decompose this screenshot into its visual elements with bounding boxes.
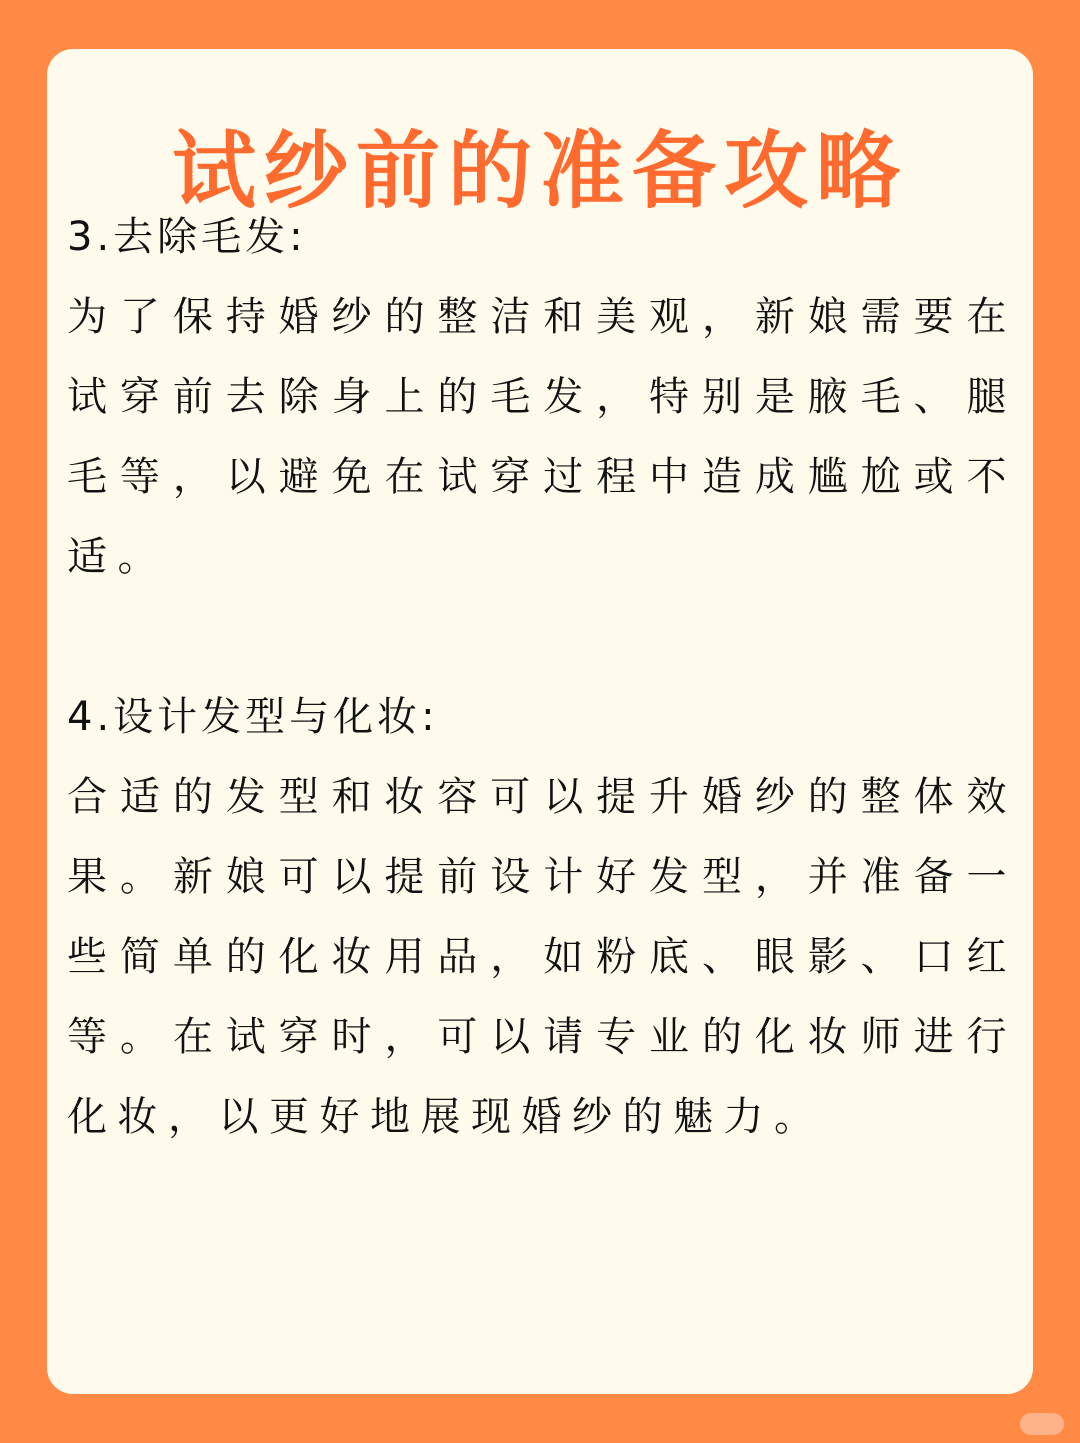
page-title: 试纱前的准备攻略 <box>171 122 908 220</box>
content-card <box>47 49 1033 1394</box>
article-body <box>67 197 1017 1157</box>
section-hair-removal <box>67 197 1017 597</box>
watermark-badge <box>1020 1413 1064 1435</box>
section-heading: 4.设计发型与化妆: <box>67 694 439 740</box>
section-paragraph: 合适的发型和妆容可以提升婚纱的整体效果。新娘可以提前设计好发型，并准备一些简单的化妆用品，如粉底、眼影、口红等。在试穿时，可以请专业的化妆师进行化妆，以更好地展现婚纱的魅力。 <box>67 774 1017 1140</box>
section-heading: 3.去除毛发: <box>67 214 307 260</box>
section-hair-makeup <box>67 677 1017 1157</box>
section-paragraph: 为了保持婚纱的整洁和美观，新娘需要在试穿前去除身上的毛发，特别是腋毛、腿毛等，以避免在试穿过程中造成尴尬或不适。 <box>67 294 1017 580</box>
